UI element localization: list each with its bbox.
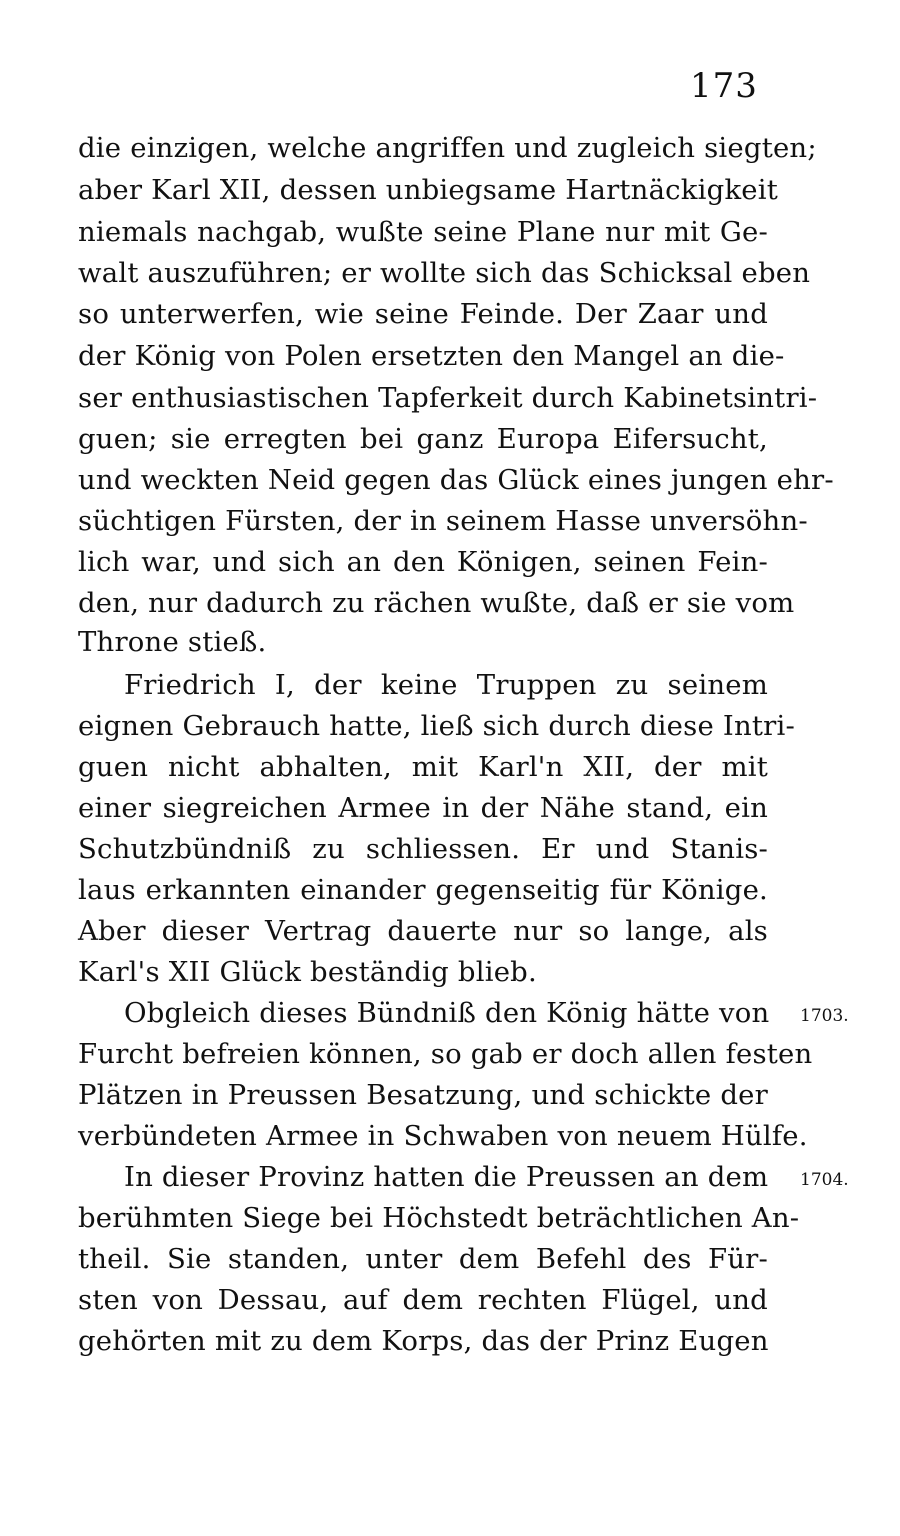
paragraph-start-line: Friedrich I, der keine Truppen zu seinem: [124, 669, 768, 701]
text-line: niemals nachgab, wußte seine Plane nur mit Ge-: [78, 216, 768, 248]
margin-year-note: 1703.: [800, 1006, 849, 1026]
text-line: guen; sie erregten bei ganz Europa Eifersucht,: [78, 423, 768, 455]
text-line: die einzigen, welche angriffen und zugleich siegten;: [78, 132, 817, 164]
text-line: den, nur dadurch zu rächen wußte, daß er sie vom: [78, 587, 795, 619]
text-line: theil. Sie standen, unter dem Befehl des Für-: [78, 1243, 768, 1275]
text-line: süchtigen Fürsten, der in seinem Hasse unversöhn-: [78, 505, 808, 537]
text-line: Aber dieser Vertrag dauerte nur so lange, als: [78, 915, 768, 947]
text-line: ser enthusiastischen Tapferkeit durch Kabinetsintri-: [78, 382, 818, 414]
paragraph-start-line: Obgleich dieses Bündniß den König hätte von: [124, 997, 770, 1029]
text-line: Throne stieß.: [78, 626, 267, 658]
text-line: laus erkannten einander gegenseitig für Könige.: [78, 874, 768, 906]
text-line: Furcht befreien können, so gab er doch allen festen: [78, 1038, 813, 1070]
text-line: aber Karl XII, dessen unbiegsame Hartnäckigkeit: [78, 174, 779, 206]
paragraph-start-line: In dieser Provinz hatten die Preussen an dem: [124, 1161, 769, 1193]
text-line: gehörten mit zu dem Korps, das der Prinz Eugen: [78, 1325, 769, 1357]
text-line: verbündeten Armee in Schwaben von neuem Hülfe.: [78, 1120, 808, 1152]
text-line: Plätzen in Preussen Besatzung, und schickte der: [78, 1079, 768, 1111]
text-line: einer siegreichen Armee in der Nähe stand, ein: [78, 792, 768, 824]
text-line: guen nicht abhalten, mit Karl'n XII, der mit: [78, 751, 768, 783]
text-line: Karl's XII Glück beständig blieb.: [78, 956, 537, 988]
text-line: so unterwerfen, wie seine Feinde. Der Zaar und: [78, 298, 768, 330]
text-line: und weckten Neid gegen das Glück eines jungen ehr-: [78, 464, 834, 496]
text-line: eignen Gebrauch hatte, ließ sich durch diese Intri-: [78, 710, 795, 742]
text-line: lich war, und sich an den Königen, seinen Fein-: [78, 546, 768, 578]
page-number: 173: [690, 66, 758, 106]
text-line: berühmten Siege bei Höchstedt beträchtlichen An-: [78, 1202, 800, 1234]
text-line: sten von Dessau, auf dem rechten Flügel, und: [78, 1284, 768, 1316]
margin-year-note: 1704.: [800, 1170, 849, 1190]
text-line: walt auszuführen; er wollte sich das Schicksal eben: [78, 257, 811, 289]
text-line: Schutzbündniß zu schliessen. Er und Stanis-: [78, 833, 768, 865]
text-line: der König von Polen ersetzten den Mangel an die-: [78, 340, 785, 372]
